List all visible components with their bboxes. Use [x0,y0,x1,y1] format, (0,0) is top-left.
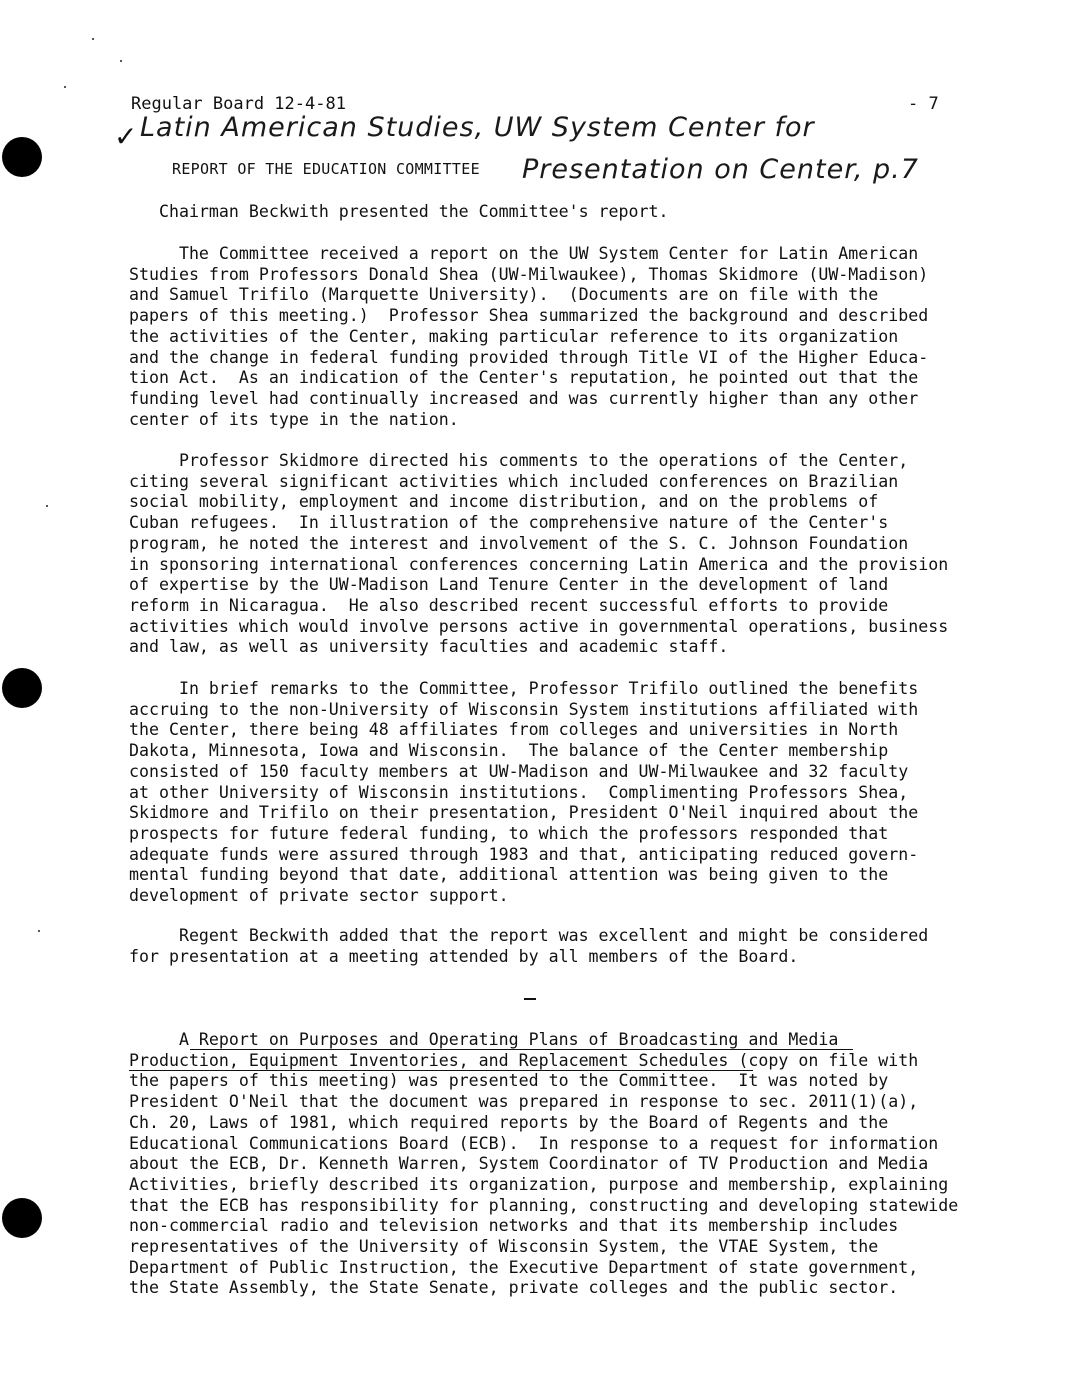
paragraph-broadcasting-report: A Report on Purposes and Operating Plans of Broadcasting and Media Production, Equipment Inventories, and Replacement Schedules (copy on file with the papers of this meeting) was presented to the Committee. It was noted by President O'Neil that the document was prepared in response to sec. 2011(1)(a), Ch. 20, Laws of 1981, which required reports by the Board of Regents and the Educational Communications Board (ECB). In response to a request for information about the ECB, Dr. Kenneth Warren, System Coordinator of TV Production and Media Activities, briefly described its organization, purpose and membership, explaining that the ECB has responsibility for planning, constructing and developing statewide non-commercial radio and television networks and that its membership includes representatives of the University of Wisconsin System, the VTAE System, the Department of Public Instruction, the Executive Department of state government, the State Assembly, the State Senate, private colleges and the public sector. [129,1030,959,1298]
scan-speck [38,930,40,932]
paragraph-skidmore: Professor Skidmore directed his comments to the operations of the Center, citing several significant activities which included conferences on Brazilian social mobility, employment and income distribution, and on the problems of Cuban refugees. In illustration of the comprehensive nature of the Center's program, he noted the interest and involvement of the S. C. Johnson Foundation in sponsoring international conferences concerning Latin America and the provision of expertise by the UW-Madison Land Tenure Center in the development of land reform in Nicaragua. He also described recent successful efforts to provide activities which would involve persons active in governmental operations, business and law, as well as university faculties and academic staff. [129,451,949,657]
check-mark-icon: ✓ [114,120,138,153]
punch-hole-top [2,137,42,177]
scan-speck [64,86,66,88]
paragraph-trifilo: In brief remarks to the Committee, Professor Trifilo outlined the benefits accruing to the non-University of Wisconsin System institutions affiliated with the Center, there being 48 affiliates from colleges and universities in North Dakota, Minnesota, Iowa and Wisconsin. The balance of the Center membership consisted of 150 faculty members at UW-Madison and UW-Milwaukee and 32 faculty at other University of Wisconsin institutions. Complimenting Professors Shea, Skidmore and Trifilo on their presentation, President O'Neil inquired about the prospects for future federal funding, to which the professors responded that adequate funds were assured through 1983 and that, anticipating reduced govern- mental funding beyond that date, additional attention was being given to the development of private sector support. [129,679,919,906]
paragraph-beckwith: Regent Beckwith added that the report was excellent and might be considered for presentation at a meeting attended by all members of the Board. [129,926,929,966]
scan-speck [92,38,94,40]
page-number: - 7 [908,94,939,114]
board-date-header: Regular Board 12-4-81 [131,94,346,114]
section-title: REPORT OF THE EDUCATION COMMITTEE [172,160,480,178]
scan-speck [120,60,122,62]
handwritten-page-note: Presentation on Center, p.7 [522,154,919,185]
paragraph-shea-report: The Committee received a report on the UW System Center for Latin American Studies from Professors Donald Shea (UW-Milwaukee), Thomas Skidmore (UW-Madison) and Samuel Trifilo (Marquette University). (Documents are on file with the papers of this meeting.) Professor Shea summarized the background and described the activities of the Center, making particular reference to its organization and the change in federal funding provided through Title VI of the Higher Educa- tion Act. As an indication of the Center's reputation, he pointed out that the funding level had continually increased and was currently higher than any other center of its type in the nation. [129,244,929,429]
handwritten-subject-note: Latin American Studies, UW System Center for [140,112,815,143]
section-divider [524,998,536,1000]
scan-speck [46,505,48,507]
report-title-underline [190,1049,853,1050]
punch-hole-middle [2,668,42,708]
punch-hole-bottom [2,1198,42,1238]
report-title-underline [129,1070,753,1071]
paragraph-chairman: Chairman Beckwith presented the Committee's report. [129,202,669,221]
